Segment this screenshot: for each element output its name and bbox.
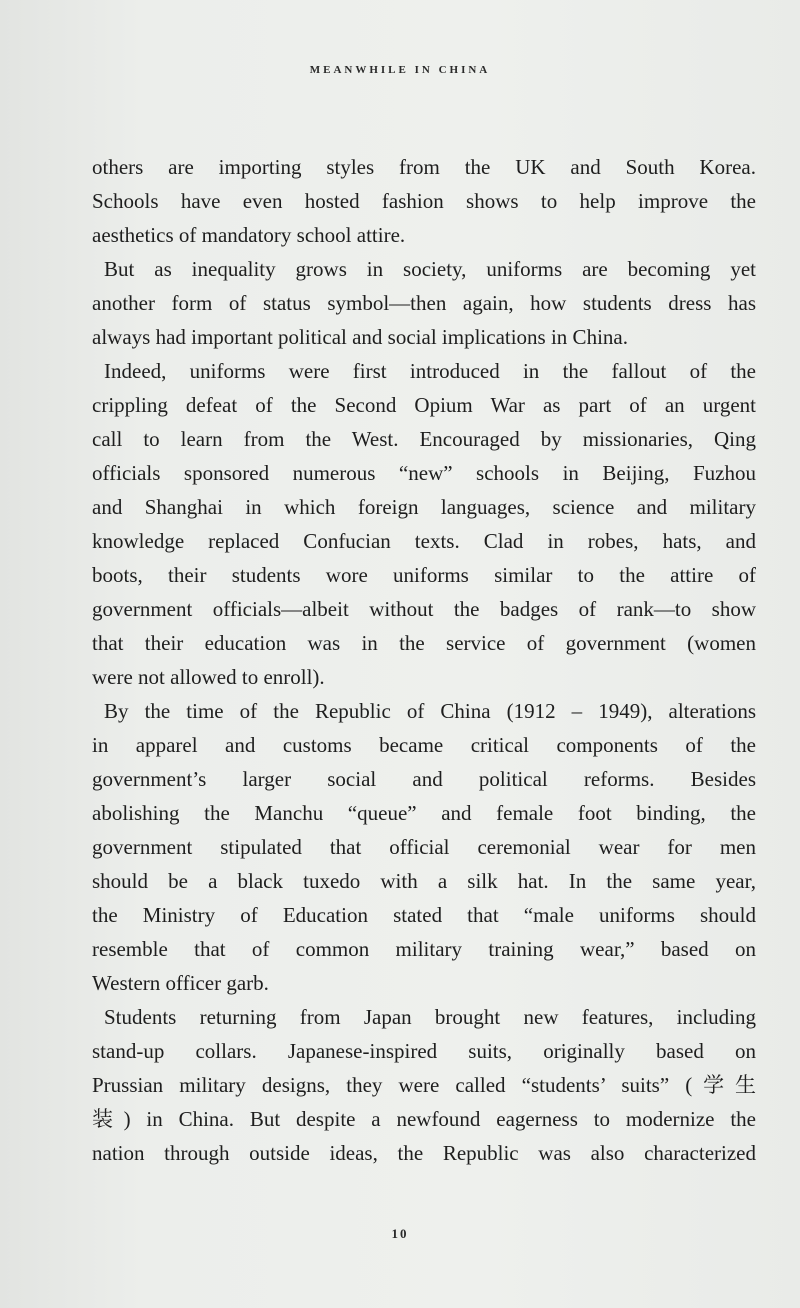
text-line: boots, their students wore uniforms similar to the attire of xyxy=(92,563,756,587)
text-line: knowledge replaced Confucian texts. Clad in robes, hats, and xyxy=(92,529,756,553)
text-line: were not allowed to enroll). xyxy=(92,665,325,689)
text-line: government’s larger social and political reforms. Besides xyxy=(92,767,756,791)
text-line: others are importing styles from the UK and South Korea. xyxy=(92,155,756,179)
text-line: officials sponsored numerous “new” schools in Beijing, Fuzhou xyxy=(92,461,756,485)
text-line: and Shanghai in which foreign languages, science and military xyxy=(92,495,756,519)
body-text xyxy=(92,150,756,1170)
text-line: abolishing the Manchu “queue” and female foot binding, the xyxy=(92,801,756,825)
text-line: aesthetics of mandatory school attire. xyxy=(92,223,406,247)
text-line: resemble that of common military training wear,” based on xyxy=(92,937,756,961)
text-line: another form of status symbol—then again, how students dress has xyxy=(92,291,756,315)
text-line: stand-up collars. Japanese-inspired suits, originally based on xyxy=(92,1039,756,1063)
text-line: But as inequality grows in society, uniforms are becoming yet xyxy=(104,257,756,281)
page-number: 10 xyxy=(391,1226,409,1241)
text-line: crippling defeat of the Second Opium War as part of an urgent xyxy=(92,393,756,417)
text-line: should be a black tuxedo with a silk hat. In the same year, xyxy=(92,869,756,893)
text-line: government officials—albeit without the badges of rank—to show xyxy=(92,597,756,621)
text-line: Students returning from Japan brought new features, including xyxy=(104,1005,756,1029)
text-line: government stipulated that official ceremonial wear for men xyxy=(92,835,756,859)
text-line: the Ministry of Education stated that “male uniforms should xyxy=(92,903,756,927)
text-line: Prussian military designs, they were called “students’ suits” (学生 xyxy=(92,1073,756,1097)
text-line: in apparel and customs became critical components of the xyxy=(92,733,756,757)
text-line: Western officer garb. xyxy=(92,971,269,995)
text-line: Schools have even hosted fashion shows to help improve the xyxy=(92,189,756,213)
text-line: that their education was in the service of government (women xyxy=(92,631,756,655)
text-line: By the time of the Republic of China (1912 – 1949), alterations xyxy=(104,699,756,723)
text-line: Indeed, uniforms were first introduced in the fallout of the xyxy=(104,359,756,383)
text-line: always had important political and social implications in China. xyxy=(92,325,628,349)
text-line: call to learn from the West. Encouraged by missionaries, Qing xyxy=(92,427,756,451)
text-line: 装) in China. But despite a newfound eagerness to modernize the xyxy=(92,1107,756,1131)
running-head: MEANWHILE IN CHINA xyxy=(309,64,491,76)
text-line: nation through outside ideas, the Republic was also characterized xyxy=(92,1141,756,1165)
